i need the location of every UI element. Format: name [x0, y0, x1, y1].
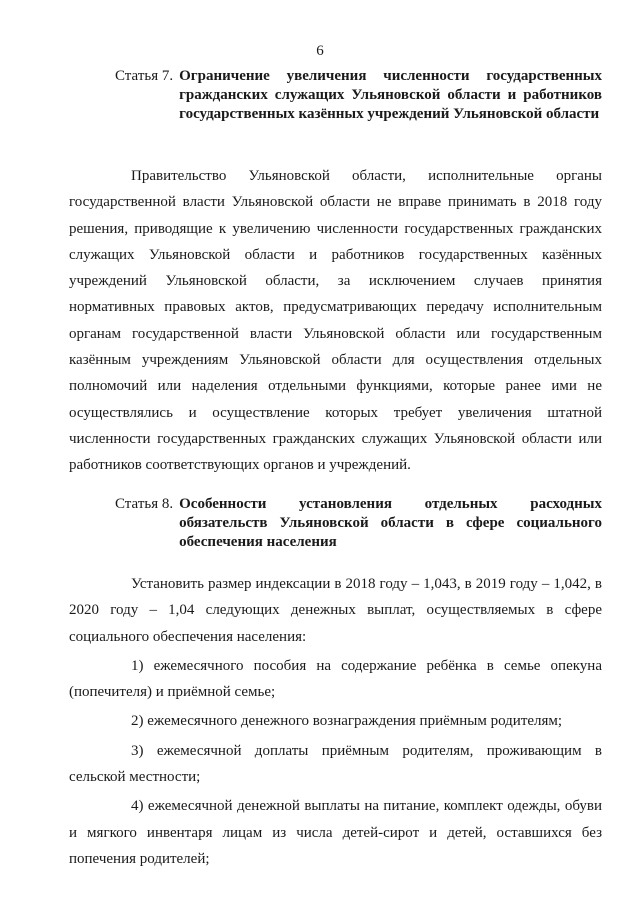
article-8-label: Статья 8.: [115, 496, 174, 512]
list-item: 1) ежемесячного пособия на содержание ребёнка в семье опекуна (попечителя) и приёмной семье;: [69, 657, 602, 701]
page-number: 6: [316, 43, 324, 59]
article-7-title: Ограничение увеличения численности государственных гражданских служащих Ульяновской области и работников государственных казённых учреждений Ульяновской области: [179, 68, 602, 122]
list-item: 2) ежемесячного денежного вознаграждения приёмным родителям;: [131, 713, 563, 730]
list-item: 4) ежемесячной денежной выплаты на питание, комплект одежды, обуви и мягкого инвентаря лицам из числа детей-сирот и детей, оставшихся без попечения родителей;: [69, 798, 602, 867]
article-7-heading: [115, 67, 602, 124]
article-8-intro: Установить размер индексации в 2018 году – 1,043, в 2019 году – 1,042, в 2020 году – 1,04 следующих денежных выплат, осуществляемых в сфере социального обеспечения населения:: [69, 576, 602, 645]
article-8-heading: [115, 495, 602, 552]
article-8-title: Особенности установления отдельных расходных обязательств Ульяновской области в сфере социального обеспечения населения: [179, 496, 602, 550]
article-8-body: [69, 571, 602, 872]
list-item: 3) ежемесячной доплаты приёмным родителям, проживающим в сельской местности;: [69, 742, 602, 786]
article-7-paragraph: Правительство Ульяновской области, исполнительные органы государственной власти Ульяновской области не вправе принимать в 2018 году решения, приводящие к увеличению численности государственных гражданских служащих Ульяновской области и работников государственных казённых учреждений Ульяновской области, за исключением случаев принятия нормативных правовых актов, предусматривающих передачу исполнительным органам государственной власти Ульяновской области или государственным казённым учреждениям Ульяновской области для осуществления отдельных полномочий или наделения отдельными функциями, которые ранее ими не осуществлялись и осуществление которых требует увеличения штатной численности государственных гражданских служащих Ульяновской области или работников соответствующих органов и учреждений.: [69, 168, 602, 474]
article-7-label: Статья 7.: [115, 68, 174, 84]
article-7-body: [69, 163, 602, 479]
